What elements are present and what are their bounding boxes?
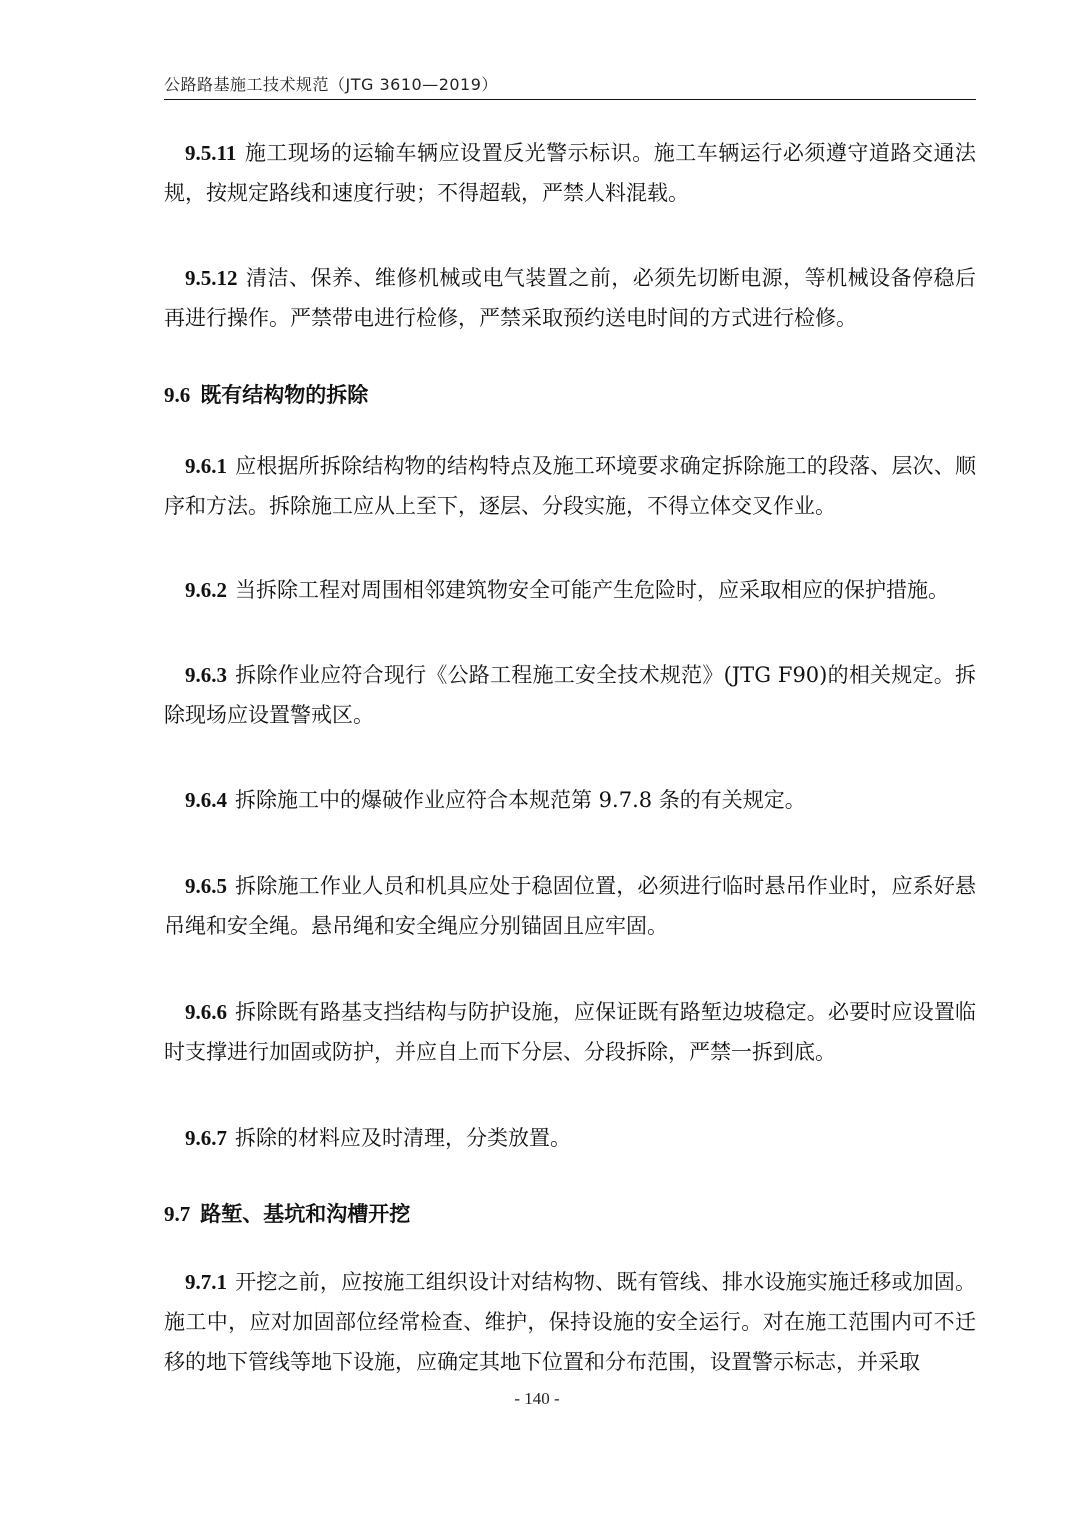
clause-9-5-11 bbox=[164, 133, 976, 213]
clause-9-6-3 bbox=[164, 655, 976, 735]
clause-9-6-1 bbox=[164, 446, 976, 526]
clause-number: 9.6.6 bbox=[185, 1000, 227, 1024]
clause-text: 当拆除工程对周围相邻建筑物安全可能产生危险时，应采取相应的保护措施。 bbox=[235, 578, 949, 602]
section-number: 9.6 bbox=[164, 383, 191, 407]
clause-number: 9.6.1 bbox=[185, 454, 227, 478]
clause-number: 9.6.7 bbox=[185, 1126, 227, 1150]
clause-9-7-1 bbox=[164, 1262, 976, 1382]
clause-9-5-12 bbox=[164, 258, 976, 338]
section-title: 既有结构物的拆除 bbox=[200, 382, 369, 407]
clause-text: 开挖之前，应按施工组织设计对结构物、既有管线、排水设施实施迁移或加固。施工中，应对加固部位经常检查、维护，保持设施的安全运行。对在施工范围内可不迁移的地下管线等地下设施，应确定其地下位置和分布范围，设置警示标志，并采取 bbox=[164, 1270, 976, 1374]
section-title: 路堑、基坑和沟槽开挖 bbox=[200, 1201, 411, 1226]
clause-number: 9.6.4 bbox=[185, 788, 227, 812]
header-rule bbox=[164, 99, 976, 100]
clause-text: 拆除既有路基支挡结构与防护设施，应保证既有路堑边坡稳定。必要时应设置临时支撑进行加固或防护，并应自上而下分层、分段拆除，严禁一拆到底。 bbox=[164, 1000, 976, 1064]
clause-9-6-6 bbox=[164, 992, 976, 1072]
running-header: 公路路基施工技术规范（JTG 3610—2019） bbox=[164, 75, 498, 94]
clause-number: 9.6.2 bbox=[185, 578, 227, 602]
clause-text: 拆除施工中的爆破作业应符合本规范第 9.7.8 条的有关规定。 bbox=[235, 788, 806, 812]
clause-number: 9.5.12 bbox=[185, 266, 238, 290]
clause-9-6-7 bbox=[164, 1118, 976, 1158]
clause-text: 拆除的材料应及时清理，分类放置。 bbox=[235, 1126, 571, 1150]
clause-number: 9.5.11 bbox=[185, 141, 237, 165]
clause-text: 施工现场的运输车辆应设置反光警示标识。施工车辆运行必须遵守道路交通法规，按规定路线和速度行驶；不得超载，严禁人料混载。 bbox=[164, 141, 976, 205]
section-number: 9.7 bbox=[164, 1202, 191, 1226]
clause-text: 拆除施工作业人员和机具应处于稳固位置，必须进行临时悬吊作业时，应系好悬吊绳和安全绳。悬吊绳和安全绳应分别锚固且应牢固。 bbox=[164, 874, 976, 938]
clause-text: 拆除作业应符合现行《公路工程施工安全技术规范》(JTG F90)的相关规定。拆除现场应设置警戒区。 bbox=[164, 663, 976, 727]
clause-9-6-5 bbox=[164, 866, 976, 946]
clause-9-6-2 bbox=[164, 570, 976, 610]
clause-text: 应根据所拆除结构物的结构特点及施工环境要求确定拆除施工的段落、层次、顺序和方法。拆除施工应从上至下，逐层、分段实施，不得立体交叉作业。 bbox=[164, 454, 976, 518]
section-heading-9-7 bbox=[164, 1194, 410, 1234]
clause-text: 清洁、保养、维修机械或电气装置之前，必须先切断电源，等机械设备停稳后再进行操作。严禁带电进行检修，严禁采取预约送电时间的方式进行检修。 bbox=[164, 266, 976, 330]
clause-number: 9.6.3 bbox=[185, 663, 227, 687]
page-number: - 140 - bbox=[514, 1389, 560, 1408]
clause-number: 9.6.5 bbox=[185, 874, 227, 898]
clause-number: 9.7.1 bbox=[185, 1270, 227, 1294]
section-heading-9-6 bbox=[164, 375, 368, 415]
clause-9-6-4 bbox=[164, 780, 976, 820]
